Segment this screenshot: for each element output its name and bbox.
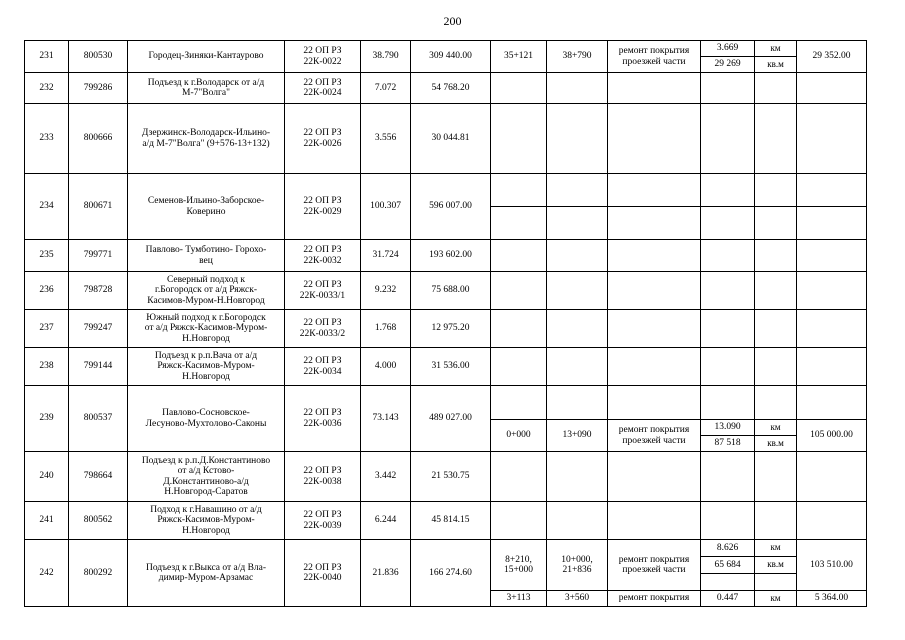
road-name: Павлово- Тумботино- Горохо- вец (128, 240, 285, 272)
table-row (25, 104, 867, 174)
table-row (25, 272, 867, 310)
table-row (25, 502, 867, 540)
page-number: 200 (443, 14, 462, 28)
repair-length-km: 8.626 (701, 540, 755, 557)
road-name: Подъезд к г.Выкса от а/д Вла- димир-Муром-Арзамас (128, 540, 285, 607)
road-cost: 54 768.20 (411, 73, 491, 104)
row-number: 234 (25, 174, 69, 240)
unit-sqm: кв.м (755, 557, 797, 574)
repair-length-km: 3.669 (701, 41, 755, 57)
unit-sqm: кв.м (755, 436, 797, 452)
road-code: 800666 (69, 104, 128, 174)
road-index: 22 ОП РЗ 22К-0040 (285, 540, 361, 607)
repair-cost: 103 510.00 (797, 540, 867, 591)
repair-cost: 5 364.00 (797, 591, 867, 607)
road-length: 21.836 (361, 540, 411, 607)
row-number: 241 (25, 502, 69, 540)
road-name: Семенов-Ильино-Заборское- Коверино (128, 174, 285, 240)
road-cost: 75 688.00 (411, 272, 491, 310)
road-index: 22 ОП РЗ 22К-0034 (285, 348, 361, 386)
road-cost: 31 536.00 (411, 348, 491, 386)
road-name: Подход к г.Навашино от а/д Ряжск-Касимов-Муром- Н.Новгород (128, 502, 285, 540)
row-number: 233 (25, 104, 69, 174)
table-row (25, 348, 867, 386)
repair-area-sqm: 29 269 (701, 57, 755, 73)
repair-length-km: 0.447 (701, 591, 755, 607)
road-length: 38.790 (361, 41, 411, 73)
road-length: 3.556 (361, 104, 411, 174)
repair-cost: 29 352.00 (797, 41, 867, 73)
table-row (25, 452, 867, 502)
road-index: 22 ОП РЗ 22К-0036 (285, 386, 361, 452)
repair-start: 0+000 (491, 420, 547, 452)
repair-start: 3+113 (491, 591, 547, 607)
row-number: 238 (25, 348, 69, 386)
repair-length-km: 13.090 (701, 420, 755, 436)
repair-area-sqm: 87 518 (701, 436, 755, 452)
road-cost: 489 027.00 (411, 386, 491, 452)
road-code: 799144 (69, 348, 128, 386)
road-name: Подъезд к р.п.Вача от а/д Ряжск-Касимов-Муром- Н.Новгород (128, 348, 285, 386)
road-name: Дзержинск-Володарск-Ильино- а/д М-7"Волга" (9+576-13+132) (128, 104, 285, 174)
repair-start: 35+121 (491, 41, 547, 73)
row-number: 242 (25, 540, 69, 607)
unit-sqm: кв.м (755, 57, 797, 73)
road-index: 22 ОП РЗ 22К-0026 (285, 104, 361, 174)
repair-work: ремонт покрытия проезжей части (608, 41, 701, 73)
road-name: Подъезд к р.п.Д.Константиново от а/д Кстово- Д.Константиново-а/д Н.Новгород-Саратов (128, 452, 285, 502)
row-number: 237 (25, 310, 69, 348)
road-index: 22 ОП РЗ 22К-0033/2 (285, 310, 361, 348)
road-length: 9.232 (361, 272, 411, 310)
table-row (25, 240, 867, 272)
unit-km: км (755, 591, 797, 607)
row-number: 235 (25, 240, 69, 272)
road-name: Северный подход к г.Богородск от а/д Ряжск- Касимов-Муром-Н.Новгород (128, 272, 285, 310)
road-index: 22 ОП РЗ 22К-0039 (285, 502, 361, 540)
road-length: 73.143 (361, 386, 411, 452)
road-length: 1.768 (361, 310, 411, 348)
unit-km: км (755, 41, 797, 57)
repair-end: 10+000, 21+836 (547, 540, 608, 591)
road-cost: 21 530.75 (411, 452, 491, 502)
road-code: 798728 (69, 272, 128, 310)
road-index: 22 ОП РЗ 22К-0032 (285, 240, 361, 272)
repair-work: ремонт покрытия проезжей части (608, 420, 701, 452)
road-cost: 12 975.20 (411, 310, 491, 348)
table-row (25, 540, 867, 557)
road-name: Павлово-Сосновское- Лесуново-Мухтолово-Саконы (128, 386, 285, 452)
road-index: 22 ОП РЗ 22К-0033/1 (285, 272, 361, 310)
road-index: 22 ОП РЗ 22К-0029 (285, 174, 361, 240)
road-code: 800530 (69, 41, 128, 73)
road-cost: 193 602.00 (411, 240, 491, 272)
repair-end: 3+560 (547, 591, 608, 607)
road-code: 799247 (69, 310, 128, 348)
row-number: 232 (25, 73, 69, 104)
repair-work: ремонт покрытия (608, 591, 701, 607)
road-name: Южный подход к г.Богородск от а/д Ряжск-Касимов-Муром- Н.Новгород (128, 310, 285, 348)
row-number: 239 (25, 386, 69, 452)
repair-area-sqm: 65 684 (701, 557, 755, 574)
repair-end: 38+790 (547, 41, 608, 73)
repair-work: ремонт покрытия проезжей части (608, 540, 701, 591)
table-row (25, 310, 867, 348)
repair-end: 13+090 (547, 420, 608, 452)
road-cost: 166 274.60 (411, 540, 491, 607)
road-index: 22 ОП РЗ 22К-0022 (285, 41, 361, 73)
table-row (25, 386, 867, 420)
unit-km: км (755, 420, 797, 436)
road-name: Городец-Зиняки-Кантаурово (128, 41, 285, 73)
road-code: 800292 (69, 540, 128, 607)
table-row (25, 41, 867, 57)
road-name: Подъезд к г.Володарск от а/д М-7"Волга" (128, 73, 285, 104)
road-code: 800671 (69, 174, 128, 240)
road-code: 798664 (69, 452, 128, 502)
road-length: 31.724 (361, 240, 411, 272)
road-code: 800537 (69, 386, 128, 452)
road-length: 7.072 (361, 73, 411, 104)
road-length: 4.000 (361, 348, 411, 386)
row-number: 231 (25, 41, 69, 73)
repair-start: 8+210, 15+000 (491, 540, 547, 591)
road-cost: 30 044.81 (411, 104, 491, 174)
road-code: 800562 (69, 502, 128, 540)
table-row (25, 174, 867, 207)
road-cost: 45 814.15 (411, 502, 491, 540)
table-row (25, 73, 867, 104)
unit-km: км (755, 540, 797, 557)
road-index: 22 ОП РЗ 22К-0024 (285, 73, 361, 104)
row-number: 240 (25, 452, 69, 502)
road-length: 3.442 (361, 452, 411, 502)
road-index: 22 ОП РЗ 22К-0038 (285, 452, 361, 502)
roads-table (24, 40, 867, 607)
road-code: 799286 (69, 73, 128, 104)
row-number: 236 (25, 272, 69, 310)
repair-cost: 105 000.00 (797, 420, 867, 452)
road-code: 799771 (69, 240, 128, 272)
road-cost: 596 007.00 (411, 174, 491, 240)
road-length: 100.307 (361, 174, 411, 240)
road-length: 6.244 (361, 502, 411, 540)
road-cost: 309 440.00 (411, 41, 491, 73)
